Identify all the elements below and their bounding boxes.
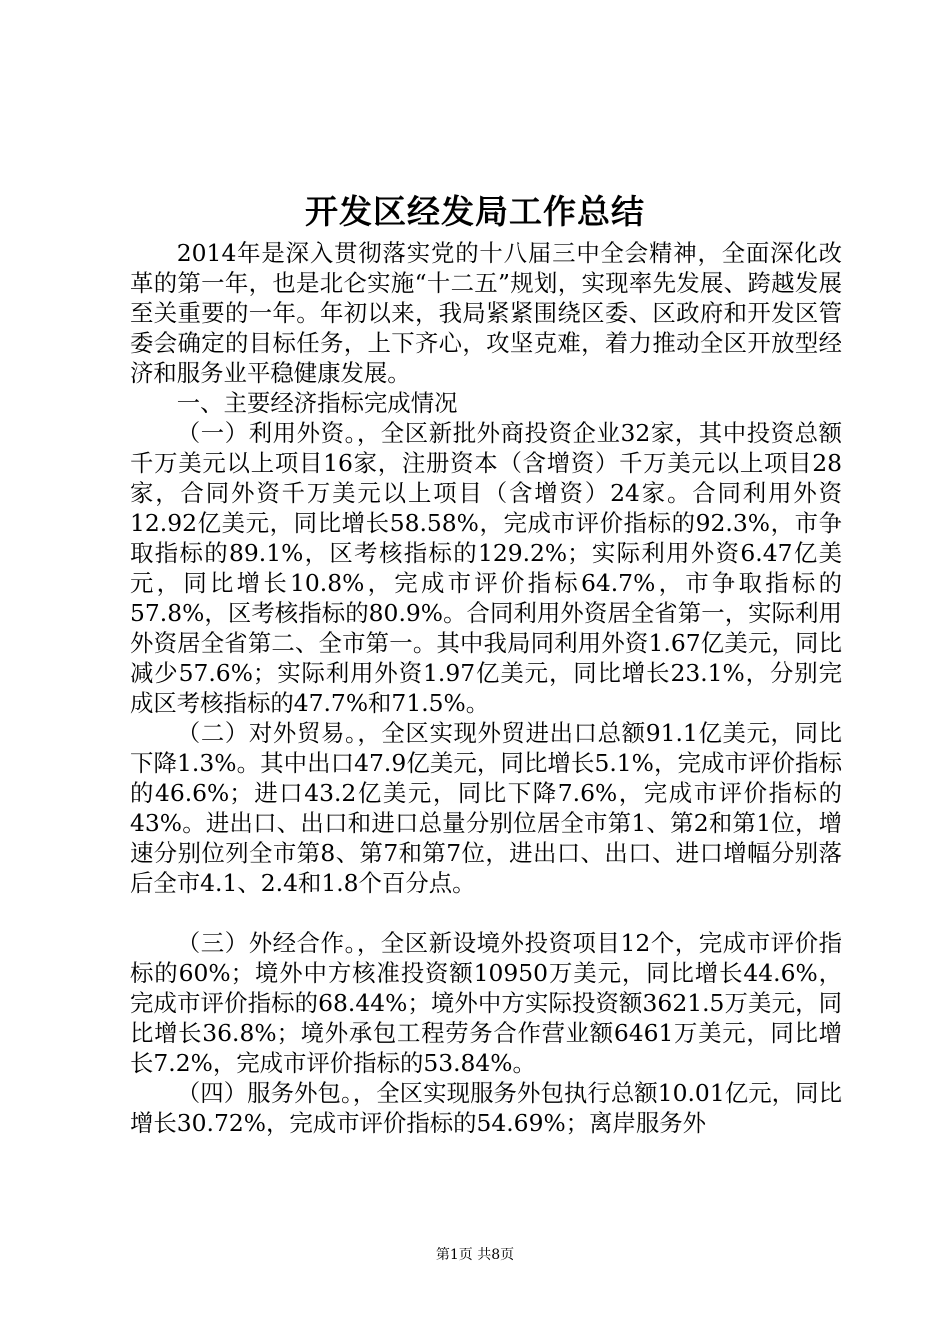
document-body (130, 238, 842, 1138)
section-heading: 一、主要经济指标完成情况 (176, 389, 458, 417)
paragraph-service-outsourcing: （四）服务外包。，全区实现服务外包执行总额10.01亿元，同比增长30.72%，完成市评价指标的54.69%；离岸服务外 (130, 1079, 842, 1137)
page-footer: 第1页 共8页 (435, 1247, 515, 1263)
document-title: 开发区经发局工作总结 (305, 192, 645, 231)
paragraph-foreign-investment: （一）利用外资。，全区新批外商投资企业32家，其中投资总额千万美元以上项目16家，注册资本（含增资）千万美元以上项目28家，合同外资千万美元以上项目（含增资）24家。合同利用外资12.92亿美元，同比增长58.58%，完成市评价指标的92.3%，市争取指标的89.1%，区考核指标的129.2%；实际利用外资6.47亿美元，同比增长10.8%，完成市评价指标64.7%，市争取指标的57.8%，区考核指标的80.9%。合同利用外资居全省第一，实际利用外资居全省第二、全市第一。其中我局同利用外资1.67亿美元，同比减少57.6%；实际利用外资1.97亿美元，同比增长23.1%，分别完成区考核指标的47.7%和71.5%。 (130, 419, 842, 717)
paragraph-intro: 2014年是深入贯彻落实党的十八届三中全会精神，全面深化改革的第一年，也是北仑实施“十二五”规划，实现率先发展、跨越发展至关重要的一年。年初以来，我局紧紧围绕区委、区政府和开发区管委会确定的目标任务，上下齐心，攻坚克难，着力推动全区开放型经济和服务业平稳健康发展。 (130, 239, 842, 387)
paragraph-foreign-trade: （二）对外贸易。，全区实现外贸进出口总额91.1亿美元，同比下降1.3%。其中出口47.9亿美元，同比增长5.1%，完成市评价指标的46.6%；进口43.2亿美元，同比下降7.6%，完成市评价指标的43%。进出口、出口和进口总量分别位居全市第1、第2和第1位，增速分别位列全市第8、第7和第7位，进出口、出口、进口增幅分别落后全市4.1、2.4和1.8个百分点。 (130, 719, 842, 897)
paragraph-foreign-cooperation: （三）外经合作。，全区新设境外投资项目12个，完成市评价指标的60%；境外中方核准投资额10950万美元，同比增长44.6%，完成市评价指标的68.44%；境外中方实际投资额3621.5万美元，同比增长36.8%；境外承包工程劳务合作营业额6461万美元，同比增长7.2%，完成市评价指标的53.84%。 (130, 929, 842, 1077)
